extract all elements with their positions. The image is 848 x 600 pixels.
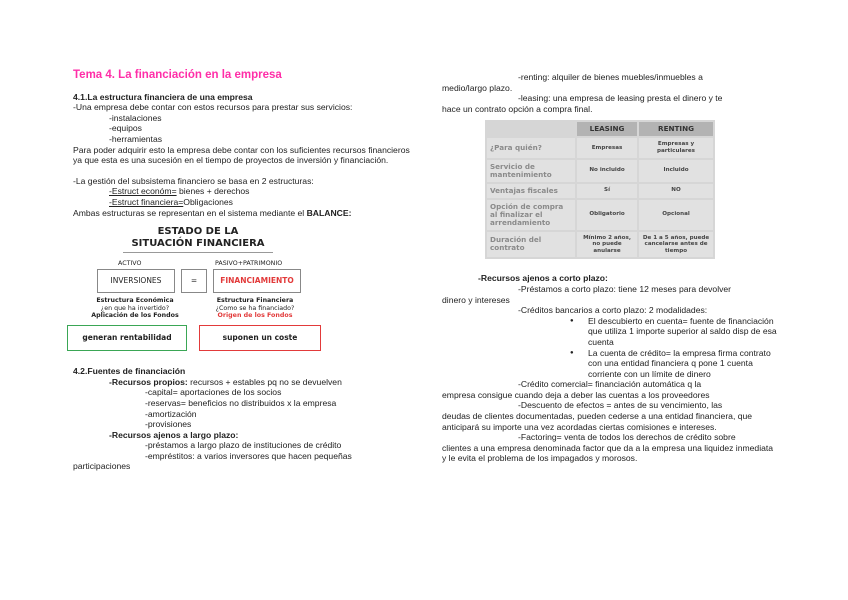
right-column xyxy=(442,72,778,464)
struct-fin xyxy=(73,197,413,208)
table-header-row xyxy=(487,122,713,136)
table-header-leasing: LEASING xyxy=(577,122,637,136)
leasing-renting-table xyxy=(485,120,715,259)
table-row xyxy=(487,232,713,258)
equals-box: = xyxy=(181,269,207,293)
ajenos-largo-item: -préstamos a largo plazo de instituciones de crédito xyxy=(145,440,342,451)
creditos-line: -Créditos bancarios a corto plazo: 2 modalidades: xyxy=(518,305,708,316)
credit-modalities-list xyxy=(442,316,778,380)
left-column xyxy=(73,70,413,472)
recursos-propios-label: -Recursos propios: xyxy=(109,376,188,387)
leasing-line: -leasing: una empresa de leasing presta el dinero y te xyxy=(518,93,723,104)
econ-line: Aplicación de los Fondos xyxy=(91,311,179,319)
list-item: ● La cuenta de crédito= la empresa firma contrato con una entidad financiera q pone 1 cuenta corriente con un límite de dinero xyxy=(588,348,778,380)
struct-fin-rest: Obligaciones xyxy=(183,196,233,207)
row-label: Ventajas fiscales xyxy=(487,184,575,198)
table-corner xyxy=(487,122,575,136)
resource-item: -herramientas xyxy=(109,133,163,144)
propios-item: -provisiones xyxy=(145,419,192,430)
struct-econ-rest: bienes + derechos xyxy=(176,186,250,197)
prestamos-line: dinero y intereses xyxy=(442,294,510,305)
renting-line: medio/largo plazo. xyxy=(442,82,513,93)
inversiones-box: INVERSIONES xyxy=(97,269,175,293)
fin-line: Estructura Financiera xyxy=(216,297,294,305)
econ-line: Estructura Económica xyxy=(96,297,174,305)
section-2-heading: 4.2.Fuentes de financiación xyxy=(73,366,186,377)
renting-line: -renting: alquiler de bienes muebles/inmuebles a xyxy=(518,72,703,82)
balance-word: BALANCE: xyxy=(306,207,352,218)
resource-item: -equipos xyxy=(109,123,142,134)
leasing-cell: Sí xyxy=(577,184,637,198)
balance-text xyxy=(73,208,413,219)
comercial-line: empresa consigue cuando deja a deber las cuentas a los proveedores xyxy=(442,389,710,400)
renting-cell: NO xyxy=(639,184,713,198)
fin-line: Origen de los Fondos xyxy=(217,311,293,319)
propios-item: -capital= aportaciones de los socios xyxy=(145,387,282,398)
resource-item: -instalaciones xyxy=(109,112,162,123)
page-title: Tema 4. La financiación en la empresa xyxy=(73,69,282,81)
renting-cell: De 1 a 5 años, puede cancelarse antes de tiempo xyxy=(639,232,713,258)
list-item: ● El descubierto en cuenta= fuente de financiación que utiliza 1 importe superior al saldo disp de esa cuenta xyxy=(588,316,778,348)
recursos-propios xyxy=(73,377,413,388)
table-header-renting: RENTING xyxy=(639,122,713,136)
participaciones-text: participaciones xyxy=(73,461,131,472)
pasivo-label: PASIVO+PATRIMONIO xyxy=(215,260,283,268)
diagram-title-line: ESTADO DE LA xyxy=(157,226,239,238)
propios-item: -reservas= beneficios no distribuidos x la empresa xyxy=(145,397,337,408)
balance-pre: Ambas estructuras se representan en el sistema mediante el xyxy=(73,207,307,218)
recursos-propios-rest: recursos + estables pq no se devuelven xyxy=(187,376,342,387)
struct-econ-label: -Estruct económ= xyxy=(109,186,177,197)
section-1-paragraph: Para poder adquirir esto la empresa debe contar con los suficientes recursos financieros ya que esta es una sucesión en el tiempo de proyectos de inversión y financiación. xyxy=(73,144,410,166)
ajenos-largo-heading: -Recursos ajenos a largo plazo: xyxy=(109,429,239,440)
table-row xyxy=(487,184,713,198)
table-row xyxy=(487,200,713,230)
diagram-title xyxy=(123,226,273,253)
prestamos-line: -Préstamos a corto plazo: tiene 12 meses para devolver xyxy=(518,283,732,294)
descuento-text: deudas de clientes documentadas, pueden cederse a una entidad financiera, que anticipará su importe una vez acordadas ciertas comisiones e intereses. xyxy=(442,411,753,432)
ajenos-largo-item: -empréstitos: a varios inversores que hacen pequeñas xyxy=(145,450,352,461)
section-1-heading: 4.1.La estructura financiera de una empresa xyxy=(73,91,253,102)
leasing-cell: No incluido xyxy=(577,160,637,182)
econ-structure xyxy=(85,297,185,319)
leasing-cell: Empresas xyxy=(577,138,637,157)
corto-plazo-heading: -Recursos ajenos a corto plazo: xyxy=(478,273,608,284)
struct-econ xyxy=(73,186,413,197)
renting-cell: Empresas y particulares xyxy=(639,138,713,157)
table-row xyxy=(487,138,713,157)
row-label: Opción de compra al finalizar el arrendamiento xyxy=(487,200,575,230)
gestion-text: -La gestión del subsistema financiero se basa en 2 estructuras: xyxy=(73,175,314,186)
struct-fin-label: -Estruct financiera= xyxy=(109,196,184,207)
diagram-title-line: SITUACIÓN FINANCIERA xyxy=(131,238,265,250)
row-label: ¿Para quién? xyxy=(487,138,575,157)
propios-item: -amortización xyxy=(145,408,197,419)
renting-cell: Incluido xyxy=(639,160,713,182)
financiamiento-box: FINANCIAMIENTO xyxy=(213,269,301,293)
renting-cell: Opcional xyxy=(639,200,713,230)
table-row xyxy=(487,160,713,182)
leasing-line: hace un contrato opción a compra final. xyxy=(442,103,593,114)
activo-label: ACTIVO xyxy=(118,260,142,268)
fin-line: ¿Como se ha financiado? xyxy=(215,304,295,312)
factoring-text: clientes a una empresa denominada factor que da a la empresa una liquidez inmediata y le evita el problema de los impagados y morosos. xyxy=(442,442,774,464)
row-label: Duración del contrato xyxy=(487,232,575,258)
section-1-intro: -Una empresa debe contar con estos recursos para prestar sus servicios: xyxy=(73,102,353,113)
comercial-line: -Crédito comercial= financiación automática q la xyxy=(518,379,702,390)
balance-diagram xyxy=(73,224,413,356)
rentabilidad-box: generan rentabilidad xyxy=(67,325,187,351)
leasing-cell: Mínimo 2 años, no puede anularse xyxy=(577,232,637,258)
factoring-line: -Factoring= venta de todos los derechos de crédito sobre xyxy=(518,432,736,443)
leasing-cell: Obligatorio xyxy=(577,200,637,230)
coste-box: suponen un coste xyxy=(199,325,321,351)
row-label: Servicio de mantenimiento xyxy=(487,160,575,182)
descuento-line: -Descuento de efectos = antes de su vencimiento, las xyxy=(518,400,723,411)
econ-line: ¿en que ha invertido? xyxy=(100,304,170,312)
fin-structure xyxy=(205,297,305,319)
